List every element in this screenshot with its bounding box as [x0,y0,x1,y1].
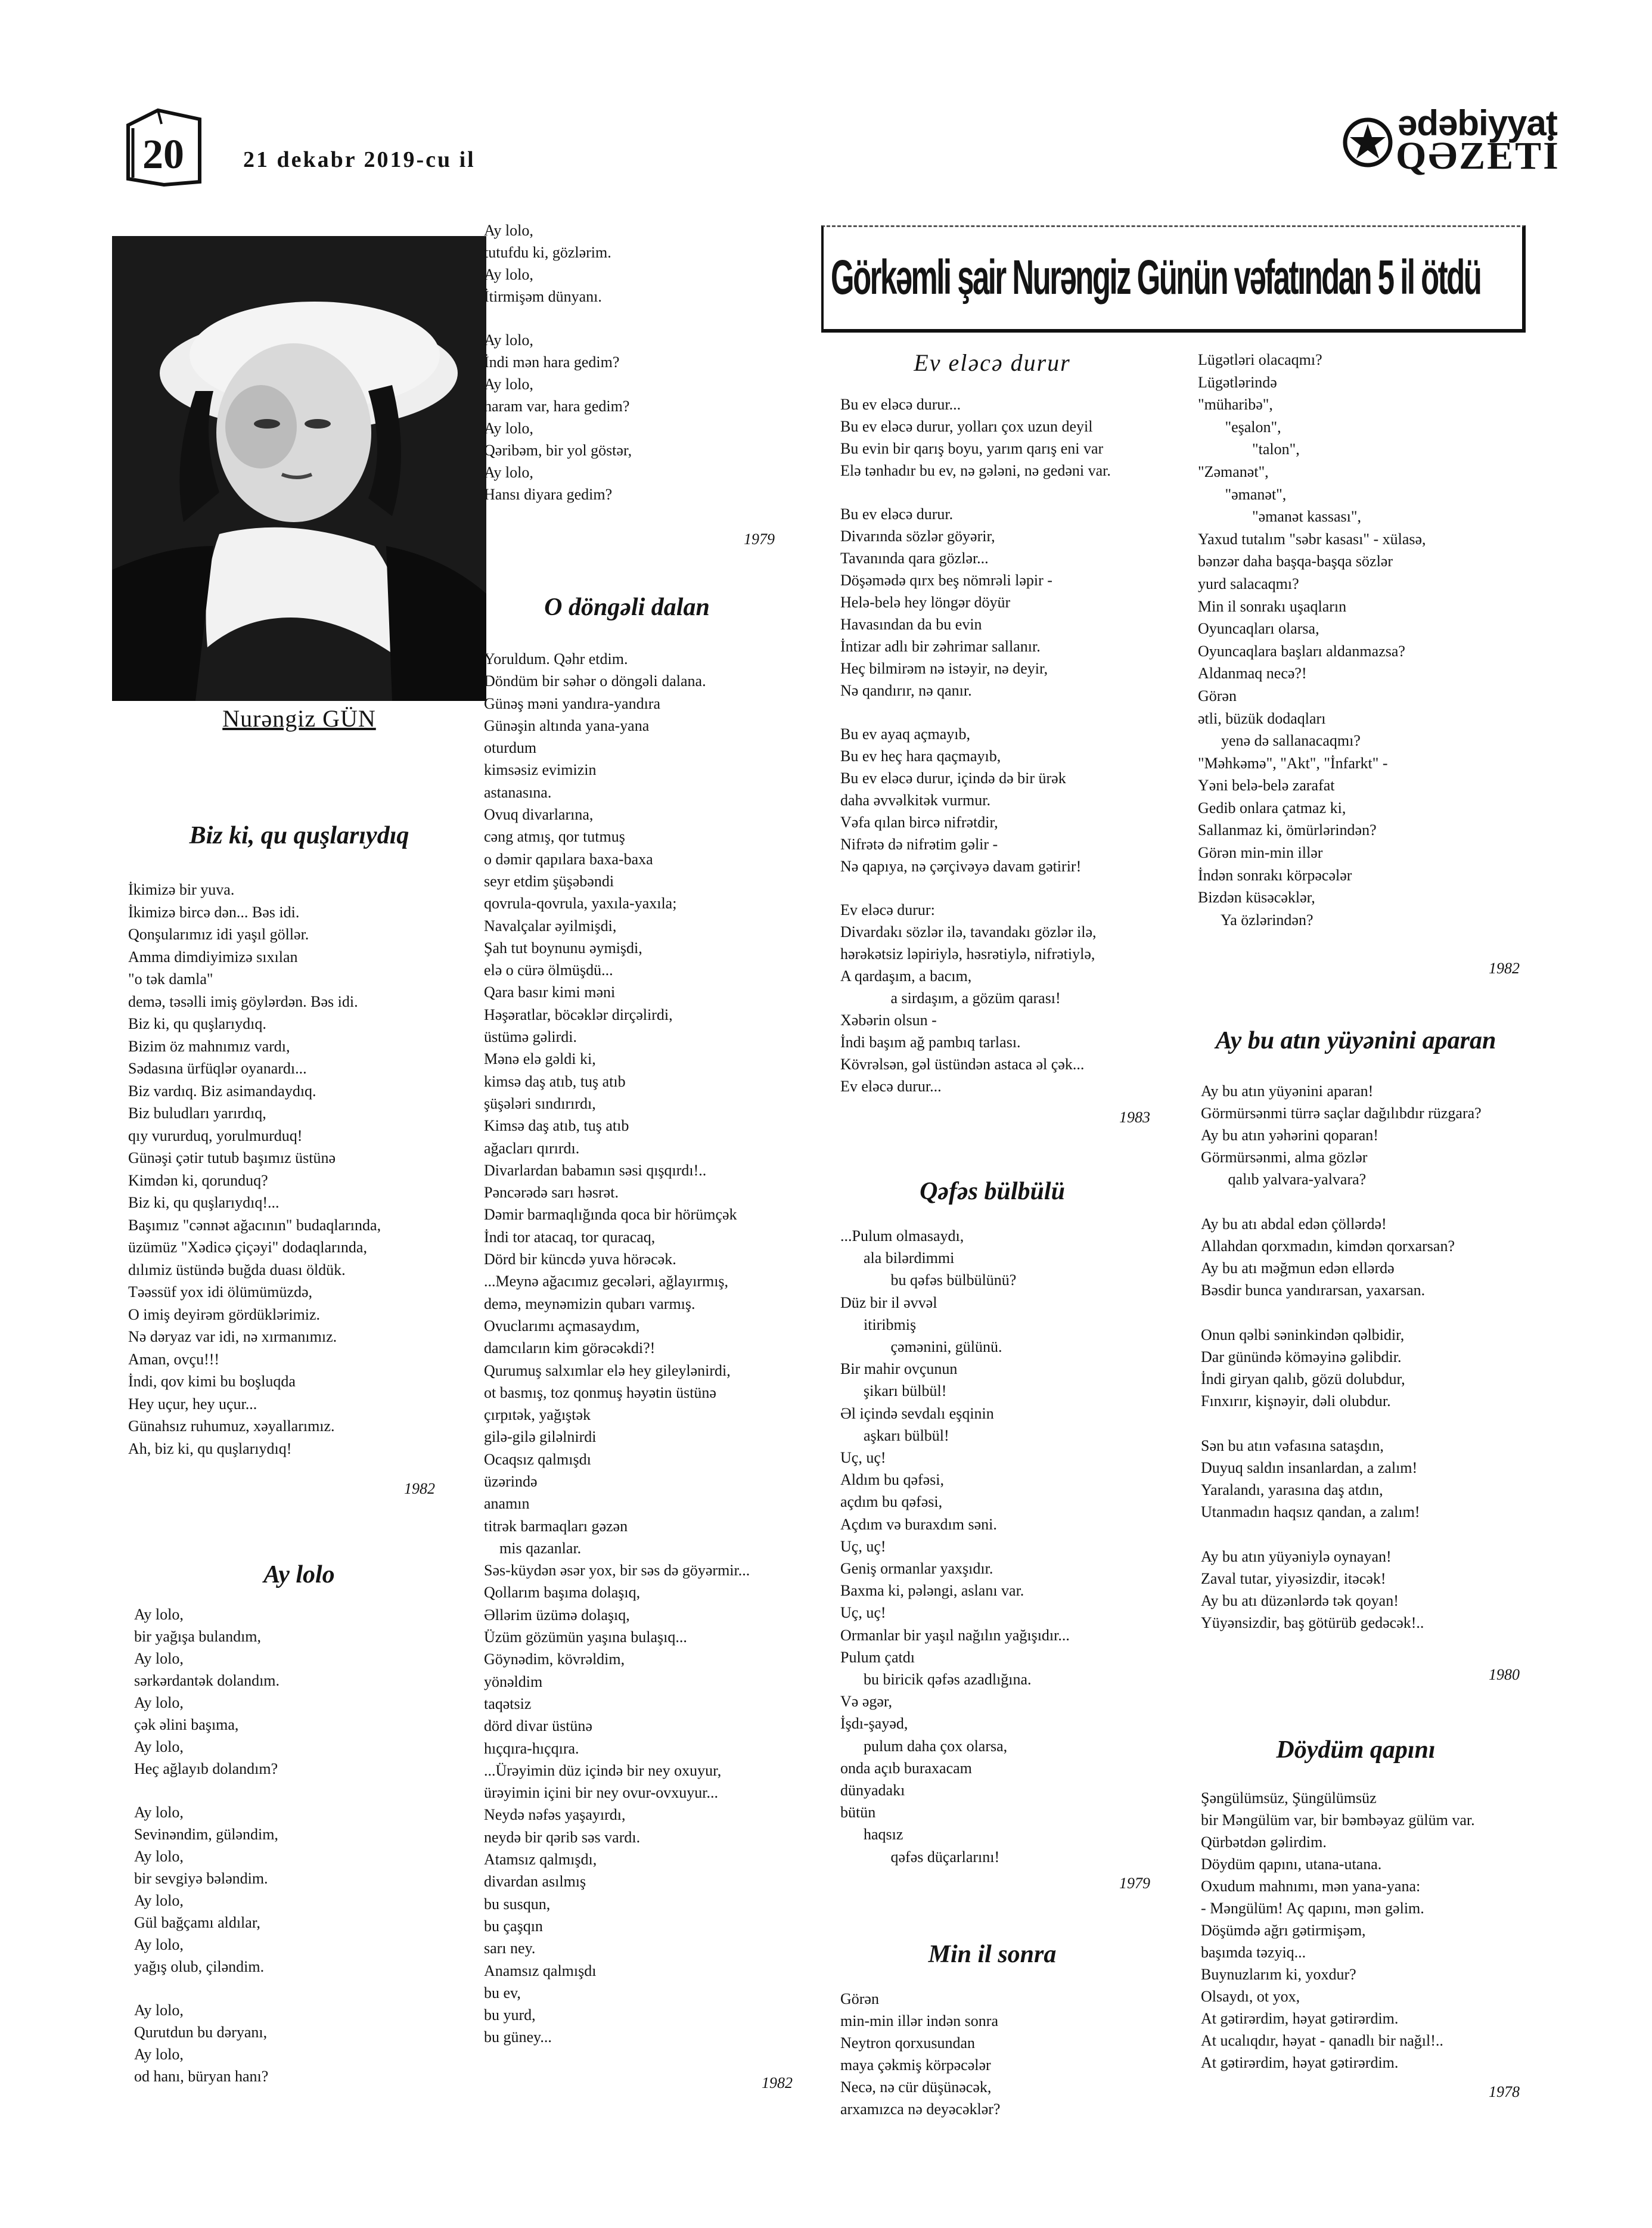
poem-line: o dəmir qapılara baxa-baxa [484,850,653,868]
poem-line: Oyuncaqlara başları aldanmazsa? [1198,642,1405,660]
poem-line: bir Məngülüm var, bir bəmbəyaz gülüm var. [1201,1811,1475,1829]
poem-line: Bizim öz mahnımız vardı, [128,1037,290,1055]
poem-line: min-min illər indən sonra [840,2012,999,2030]
poem-line: Ev eləcə durur... [840,1078,942,1095]
poem-line: onda açıb buraxacam [840,1759,972,1777]
stanza [484,219,632,308]
poem-line: Ya özlərindən? [1198,911,1313,929]
poem-body-dongeli [484,648,750,2049]
poem-line: üzərində [484,1472,538,1490]
poem-line: Ormanlar bir yaşıl nağılın yağışıdır... [840,1626,1070,1644]
photo-caption: Nurəngiz GÜN [222,705,376,732]
poem-line: kimsə daş atıb, tuş atıb [484,1072,626,1090]
poem-line: İşdı-şayəd, [840,1715,908,1733]
poem-line: Ay bu atı abdal edən çöllərdə! [1201,1215,1387,1233]
poem-line: seyr etdim şüşəbəndi [484,872,614,890]
poem-line: "talon", [1198,440,1300,458]
stanza [1201,1324,1482,1412]
poem-line: bənzər daha başqa-başqa sözlər [1198,553,1393,570]
poem-line: Allahdan qorxmadın, kimdən qorxarsan? [1201,1237,1455,1255]
newspaper-logo [1341,103,1560,178]
poem-line: Qurumuş salxımlar elə hey gileylənirdi, [484,1361,731,1379]
poem-line: Ay lolo, [134,1936,184,1953]
poem-line: Bizdən küsəcəklər, [1198,889,1315,907]
poem-line: Ay lolo, [134,1848,184,1865]
poem-line: At ucalıqdır, həyat - qanadlı bir nağıl!.. [1201,2032,1443,2049]
poem-line: Ay bu atı məğmun edən ellərdə [1201,1259,1395,1277]
poem-line: Əl içində sevdalı eşqinin [840,1404,994,1422]
poem-line: itiribmiş [840,1315,917,1333]
poem-line: Heç ağlayıb dolandım? [134,1760,278,1777]
stanza [840,723,1111,877]
poem-line: bu çaşqın [484,1917,543,1935]
poem-line: bu biricik qəfəs azadlığına. [840,1671,1032,1689]
poem-line: İndi mən hara gedim? [484,353,620,371]
poem-line: pulum daha çox olarsa, [840,1737,1008,1755]
headline: Görkəmli şair Nurəngiz Günün vəfatından 5 il ötdü [831,250,1481,305]
poem-line: Nə qandırır, nə qanır. [840,682,972,699]
poem-line: Yaxud tutalım "səbr kasası" - xülasə, [1198,530,1426,548]
poem-line: Bu ev heç hara qaçmayıb, [840,747,1001,765]
poem-line: Helə-belə hey löngər döyür [840,594,1011,611]
poem-line: haqsız [840,1826,903,1844]
poem-line: Neytron qorxusundan [840,2034,976,2052]
poem-body-qefes [840,1225,1070,1868]
portrait-image [112,236,486,701]
poem-line: Açdım və buraxdım səni. [840,1515,997,1533]
poem-line: Biz buludları yarırdıq, [128,1104,266,1122]
poem-line: Atamsız qalmışdı, [484,1851,597,1869]
poem-line: Döndüm bir səhər o döngəli dalana. [484,672,706,690]
poem-line: ...Ürəyimin düz içində bir ney oxuyur, [484,1761,722,1779]
poem-line: çəmənini, gülünü. [840,1338,1002,1356]
poem-line: İkimizə bir yuva. [128,881,235,898]
poem-line: Bu evin bir qarış boyu, yarım qarış eni var [840,440,1104,457]
poem-line: astanasına. [484,783,552,801]
poem-line: Divardakı sözlər ilə, tavandakı gözlər ilə, [840,923,1097,941]
poem-line: bir sevgiyə bələndim. [134,1870,268,1887]
stanza [840,503,1111,702]
portrait-photo [112,236,486,701]
poem-line: A qardaşım, a bacım, [840,967,972,985]
poem-body-min-il [840,1988,1000,2120]
poem-line: Sən bu atın vəfasına sataşdın, [1201,1437,1384,1454]
issue-date: 21 dekabr 2019-cu il [243,147,476,172]
poem-line: Kimsə daş atıb, tuş atıb [484,1117,629,1135]
year-doydum: 1978 [1489,2083,1520,2100]
headline-box [821,225,1526,333]
poem-line: Döşümdə ağrı gətirmişəm, [1201,1922,1366,1939]
poem-line: Əllərim üzümə dolaşıq, [484,1606,630,1624]
poem-line: yurd salacaqmı? [1198,575,1299,592]
poem-line: Qonşularımız idi yaşıl göllər. [128,926,309,943]
poem-line: Günəşi çətir tutub başımız üstünə [128,1149,336,1166]
poem-line: Başımız "cənnət ağacının" budaqlarında, [128,1216,381,1234]
poem-line: Ay lolo, [134,2002,184,2019]
poem-line: İndi başım ağ pambıq tarlası. [840,1034,1021,1051]
poem-body-doydum [1201,1787,1475,2074]
poem-line: gilə-gilə giləlnirdi [484,1428,597,1446]
poem-line: Amma dimdiyimizə sıxılan [128,948,298,966]
year-ay-lolo: 1979 [744,530,775,548]
poem-line: Ay lolo, [484,464,533,481]
poem-line: cəng atmış, qor tutmuş [484,828,625,846]
poem-line: Hey uçur, hey uçur... [128,1395,257,1413]
stanza [1201,1435,1482,1523]
page-number-badge [122,107,206,188]
poem-title-biz-ki: Biz ki, qu quşlarıydıq [189,822,409,849]
poem-line: - Məngülüm! Aç qapını, mən gəlim. [1201,1900,1424,1917]
poem-line: Divarında sözlər göyərir, [840,527,995,545]
poem-line: Kimdən ki, qorunduq? [128,1171,268,1189]
poem-line: Buynuzlarım ki, yoxdur? [1201,1966,1356,1983]
poem-line: "o tək damla" [128,970,213,988]
year-ev-elece: 1983 [1119,1109,1150,1126]
poem-line: Səs-küydən əsər yox, bir səs də göyərmir... [484,1562,750,1580]
poem-line: Qurutdun bu dəryanı, [134,2024,268,2041]
poem-line: Bu ev eləcə durur... [840,396,961,413]
poem-line: Uç, uç! [840,1449,886,1467]
poem-line: Vəfa qılan bircə nifrətdir, [840,814,998,831]
poem-line: Yəni belə-belə zarafat [1198,777,1335,795]
poem-line: titrək barmaqları gəzən [484,1517,628,1535]
poem-body-ay-bu-atin [1201,1080,1482,1656]
poem-body-ev-elece [840,393,1111,1119]
year-min-il: 1982 [1489,960,1520,977]
poem-line: çırpıtək, yağıştək [484,1406,591,1424]
poem-line: Dar günündə köməyinə gəlibdir. [1201,1348,1402,1366]
stanza [134,1603,280,1780]
poem-line: maya çəkmiş körpəcələr [840,2056,991,2074]
poem-line: Ay lolo, [134,1804,184,1821]
poem-line: Ay lolo, [484,222,533,239]
poem-line: yönəldim [484,1672,543,1690]
poem-line: Ay lolo, [484,376,533,393]
poem-line: O imiş deyirəm gördüklərimiz. [128,1305,321,1323]
poem-line: bu yurd, [484,2006,536,2024]
stanza [484,329,632,505]
poem-line: Ay bu atın yüyəniylə oynayan! [1201,1548,1392,1565]
stanza [1201,1213,1482,1301]
poem-title-dongeli: O döngəli dalan [544,594,710,621]
poem-line: İndən sonrakı körpəcələr [1198,866,1352,884]
poem-line: Min il sonrakı uşaqların [1198,597,1347,615]
poem-line: bu güney... [484,2028,552,2046]
poem-line: Şəngülümsüz, Şüngülümsüz [1201,1789,1377,1807]
poem-line: bu qəfəs bülbülünü? [840,1271,1017,1289]
poem-line: Həşəratlar, böcəklər dirçəlirdi, [484,1006,673,1023]
poem-line: Havasından da bu evin [840,616,982,633]
poem-line: açdım bu qəfəsi, [840,1493,943,1511]
poem-line: Utanmadın haqsız qandan, a zalım! [1201,1503,1420,1520]
poem-continuation-min-il [1198,349,1426,931]
poem-line: Ay bu atı düzənlərdə tək qoyan! [1201,1592,1399,1609]
poem-line: "Zəmanət", [1198,463,1269,480]
poem-line: "eşalon", [1198,418,1281,436]
poem-line: taqətsiz [484,1695,532,1712]
poem-line: divardan asılmış [484,1873,586,1891]
poem-line: Sədasına ürfüqlər oyanardı... [128,1060,307,1077]
poem-line: hıçqıra-hıçqıra. [484,1739,579,1757]
poem-line: bir yağışa bulandım, [134,1628,262,1645]
poem-line: Ev eləcə durur: [840,901,935,918]
poem-line: Oxudum mahnımı, mən yana-yana: [1201,1878,1421,1895]
poem-line: İndi, qov kimi bu boşluqda [128,1373,296,1390]
poem-line: Anamsız qalmışdı [484,1962,597,1979]
poem-line: üzümüz "Xədicə çiçəyi" dodaqlarında, [128,1239,367,1256]
poem-line: mis qazanlar. [484,1539,582,1557]
poem-line: başımda təzyiq... [1201,1944,1306,1961]
poem-line: üstümə gəlirdi. [484,1028,577,1046]
poem-line: Fınxırır, kişnəyir, dəli olubdur. [1201,1392,1391,1410]
poem-line: Onun qəlbi səninkindən qəlbidir, [1201,1326,1405,1343]
poem-line: yenə də sallanacaqmı? [1198,732,1361,750]
logo-top-text: ədəbiyyat [1398,103,1557,143]
poem-line: Ay lolo, [484,331,533,349]
poem-line: Ay bu atın yəhərini qoparan! [1201,1127,1378,1144]
poem-line: qovrula-qovrula, yaxıla-yaxıla; [484,895,677,913]
poem-line: aşkarı bülbül! [840,1426,949,1444]
poem-line: Sevinəndim, güləndim, [134,1826,278,1843]
stanza [1201,1546,1482,1634]
poem-line: Aman, ovçu!!! [128,1350,220,1368]
poem-line: Ah, biz ki, qu quşlarıydıq! [128,1439,292,1457]
poem-line: Dörd bir küncdə yuva hörəcək. [484,1250,676,1268]
poem-line: Qürbətdən gəlirdim. [1201,1833,1327,1851]
poem-line: Günəş məni yandıra-yandıra [484,694,661,712]
poem-line: Ay lolo, [134,1694,184,1711]
poem-line: bu ev, [484,1984,521,2002]
poem-line: Hansı diyara gedim? [484,486,613,503]
poem-line: tutufdu ki, gözlərim. [484,244,611,261]
poem-line: Ay lolo, [134,1892,184,1909]
poem-line: Neydə nəfəs yaşayırdı, [484,1806,626,1824]
poem-line: elə o cürə ölmüşdü... [484,961,613,979]
poem-title-qefes: Qəfəs bülbülü [920,1178,1065,1205]
poem-line: Görmürsənmi türrə saçlar dağılıbdır rüzgara? [1201,1104,1482,1122]
stanza [840,393,1111,482]
poem-line: Biz ki, qu quşlarıydıq. [128,1015,266,1032]
poem-line: Ay lolo, [134,1738,184,1755]
poem-line: Görmürsənmi, alma gözlər [1201,1149,1368,1166]
poem-title-ev-elece: Ev eləcə durur [914,349,1071,376]
stanza [840,899,1111,1097]
poem-line: Ay lolo, [484,266,533,283]
stanza [134,1999,280,2087]
poem-line: daha əvvəlkitək vurmur. [840,792,990,809]
poem-line: a sirdaşım, a gözüm qarası! [840,989,1061,1007]
poem-line: At gətirərdim, həyat gətirərdim. [1201,2010,1399,2027]
poem-line: Görən [840,1990,879,2007]
poem-line: Olsaydı, ot yox, [1201,1988,1300,2005]
poem-line: ürəyimin içini bir ney ovur-ovxuyur... [484,1784,719,1802]
poem-line: Ovuclarımı açmasaydım, [484,1317,640,1335]
poem-line: Görən [1198,687,1237,705]
poem-line: sarı ney. [484,1940,536,1957]
poem-line: ...Pulum olmasaydı, [840,1227,964,1245]
year-biz-ki: 1982 [404,1480,435,1497]
poem-line: Zaval tutar, yiyəsizdir, itəcək! [1201,1570,1386,1587]
poem-line: Düz bir il əvvəl [840,1293,937,1311]
poem-line: ala bilərdimmi [840,1249,955,1267]
poem-line: Gül bağçamı aldılar, [134,1914,260,1931]
poem-line: demə, təsəlli imiş göylərdən. Bəs idi. [128,992,358,1010]
poem-line: anamın [484,1495,530,1513]
poem-line: Aldanmaq necə?! [1198,665,1307,682]
poem-continuation-ay-lolo [484,219,632,527]
poem-line: "əmanət", [1198,485,1287,503]
poem-line: Görən min-min illər [1198,844,1323,862]
poem-line: Duyuq saldın insanlardan, a zalım! [1201,1459,1418,1476]
poem-title-min-il: Min il sonra [928,1941,1057,1968]
poem-line: Uç, uç! [840,1537,886,1555]
poem-line: Ovuq divarlarına, [484,806,594,824]
poem-line: Baxma ki, pələngi, aslanı var. [840,1582,1024,1600]
poem-line: Pulum çatdı [840,1648,915,1666]
poem-line: damcıların kim görəcəkdi?! [484,1339,656,1357]
poem-line: Biz ki, qu quşlarıydıq!... [128,1194,280,1211]
poem-line: hərəkətsiz ləpiriylə, həsrətiylə, nifrətiylə, [840,945,1095,963]
poem-line: Gedib onlara çatmaz ki, [1198,799,1346,817]
poem-body-ay-lolo [134,1603,280,2109]
poem-line: Navalçalar əyilmişdi, [484,917,617,935]
poem-line: ətli, büzük dodaqları [1198,709,1326,727]
poem-line: İtirmişəm dünyanı. [484,288,602,305]
poem-line: Ay lolo, [134,1650,184,1667]
poem-line: Qara basır kimi məni [484,983,616,1001]
poem-line: Təəssüf yox idi ölümümüzdə, [128,1283,313,1301]
poem-line: Lügətləri olacaqmı? [1198,351,1322,368]
poem-line: şüşələri sındırırdı, [484,1094,596,1112]
poem-line: kimsəsiz evimizin [484,761,597,779]
poem-line: Sallanmaz ki, ömürlərindən? [1198,821,1377,839]
poem-line: qəfəs düçarlarını! [840,1848,1000,1866]
poem-line: Yüyənsizdir, baş götürüb gedəcək!.. [1201,1614,1424,1631]
poem-title-ay-lolo: Ay lolo [263,1561,335,1588]
year-qefes: 1979 [1119,1875,1150,1892]
poem-line: Oyuncaqları olarsa, [1198,620,1319,638]
poem-line: Döşəmədə qırx beş nömrəli ləpir - [840,572,1052,589]
poem-line: Ay lolo, [134,2046,184,2063]
poem-line: oturdum [484,739,537,757]
poem-line: "müharibə", [1198,396,1273,414]
poem-line: Necə, nə cür düşünəcək, [840,2078,992,2096]
poem-line: arxamızca nə deyəcəklər? [840,2100,1001,2118]
poem-line: Bir mahir ovçunun [840,1360,958,1378]
poem-line: Göynədim, kövrəldim, [484,1650,625,1668]
poem-line: Nə dəryaz var idi, nə xırmanımız. [128,1328,337,1345]
poem-line: Qəribəm, bir yol göstər, [484,442,632,459]
poem-line: Heç bilmirəm nə istəyir, nə deyir, [840,660,1048,677]
poem-line: Ay lolo, [484,420,533,437]
poem-body-biz-ki [128,879,381,1460]
poem-line: Yaralandı, yarasına daş atdın, [1201,1481,1383,1498]
poem-line: Lügətlərində [1198,373,1277,391]
poem-line: Dəmir barmaqlığında qoca bir hörümçək [484,1206,737,1224]
poem-line: Yoruldum. Qəhr etdim. [484,650,628,668]
poem-line: Xəbərin olsun - [840,1011,937,1029]
poem-line: "əmanət kassası", [1198,508,1361,526]
star-emblem-icon [1341,116,1395,169]
poem-line: Üzüm gözümün yaşına bulaşıq... [484,1628,687,1646]
logo-bottom-text: QƏZETİ [1396,134,1560,178]
poem-line: Bəsdir bunca yandırarsan, yaxarsan. [1201,1281,1426,1299]
poem-title-doydum: Döydüm qapını [1276,1736,1436,1764]
poem-line: ağacları qırırdı. [484,1139,580,1157]
poem-line: Tavanında qara gözlər... [840,550,989,567]
poem-line: Və əgər, [840,1693,893,1711]
poem-line: dörd divar üstünə [484,1717,592,1735]
poem-line: Ay lolo, [134,1606,184,1623]
poem-line: Aldım bu qəfəsi, [840,1471,945,1489]
poem-line: İntizar adlı bir zəhrimar sallanır. [840,638,1041,655]
poem-line: İkimizə bircə dən... Bəs idi. [128,903,300,921]
poem-line: Günəşin altında yana-yana [484,716,650,734]
poem-line: Geniş ormanlar yaxşıdır. [840,1560,993,1578]
poem-line: Uç, uç! [840,1604,886,1622]
poem-line: İndi giryan qalıb, gözü dolubdur, [1201,1370,1405,1388]
poem-line: yağış olub, çiləndim. [134,1958,265,1975]
poem-line: haram var, hara gedim? [484,398,630,415]
poem-line: At gətirərdim, həyat gətirərdim. [1201,2054,1399,2071]
poem-line: Bu ev eləcə durur. [840,505,954,523]
poem-line: "Məhkəmə", "Akt", "İnfarkt" - [1198,754,1388,772]
poem-line: sərkərdantək dolandım. [134,1672,280,1689]
poem-line: demə, meynəmizin qubarı varmış. [484,1295,695,1312]
poem-line: Bu ev eləcə durur, yolları çox uzun deyil [840,418,1093,435]
poem-line: Nə qapıya, nə çərçivəyə davam gətirir! [840,858,1082,875]
poem-line: şikarı bülbül! [840,1382,947,1400]
poem-line: qıy vururduq, yorulmurduq! [128,1127,303,1144]
poem-line: Bu ev ayaq açmayıb, [840,725,971,743]
poem-line: ...Meynə ağacımız gecələri, ağlayırmış, [484,1273,729,1290]
poem-line: Elə tənhadır bu ev, nə gələni, nə gedəni var. [840,462,1111,479]
poem-line: bütün [840,1804,876,1822]
poem-line: Qollarım başıma dolaşıq, [484,1584,641,1602]
page-number: 20 [142,132,184,178]
poem-line: Biz vardıq. Biz asimandaydıq. [128,1082,316,1100]
stanza [1201,1080,1482,1190]
poem-line: dılımiz üstündə buğda duası öldük. [128,1261,346,1279]
poem-line: Şah tut boynunu əymişdi, [484,939,642,957]
poem-line: Ay bu atın yüyənini aparan! [1201,1082,1374,1100]
poem-line: Pəncərədə sarı həsrət. [484,1184,619,1202]
poem-line: Nifrətə də nifrətim gəlir - [840,836,998,853]
poem-line: neydə bir qərib səs vardı. [484,1828,641,1846]
poem-line: İndi tor atacaq, tor quracaq, [484,1228,656,1246]
poem-line: dünyadakı [840,1782,905,1799]
poem-line: Döydüm qapını, utana-utana. [1201,1855,1382,1873]
poem-line: ot basmış, toz qonmuş həyətin üstünə [484,1383,716,1401]
stanza [134,1801,280,1978]
year-dongeli: 1982 [762,2074,793,2092]
poem-line: od hanı, büryan hanı? [134,2068,269,2085]
poem-line: Ocaqsız qalmışdı [484,1450,591,1468]
poem-line: bu susqun, [484,1895,551,1913]
poem-line: Kövrəlsən, gəl üstündən astaca əl çək... [840,1056,1085,1073]
poem-line: çək əlini başıma, [134,1716,239,1733]
poem-line: Bu ev eləcə durur, içində də bir ürək [840,769,1066,787]
year-ay-bu-atin: 1980 [1489,1666,1520,1683]
poem-line: Divarlardan babamın səsi qışqırdı!.. [484,1161,707,1179]
poem-line: Mənə elə gəldi ki, [484,1050,596,1068]
poem-title-ay-bu-atin: Ay bu atın yüyənini aparan [1215,1027,1496,1054]
poem-line: qalıb yalvara-yalvara? [1201,1171,1367,1188]
poem-line: Günahsız ruhumuz, xəyallarımız. [128,1417,335,1435]
